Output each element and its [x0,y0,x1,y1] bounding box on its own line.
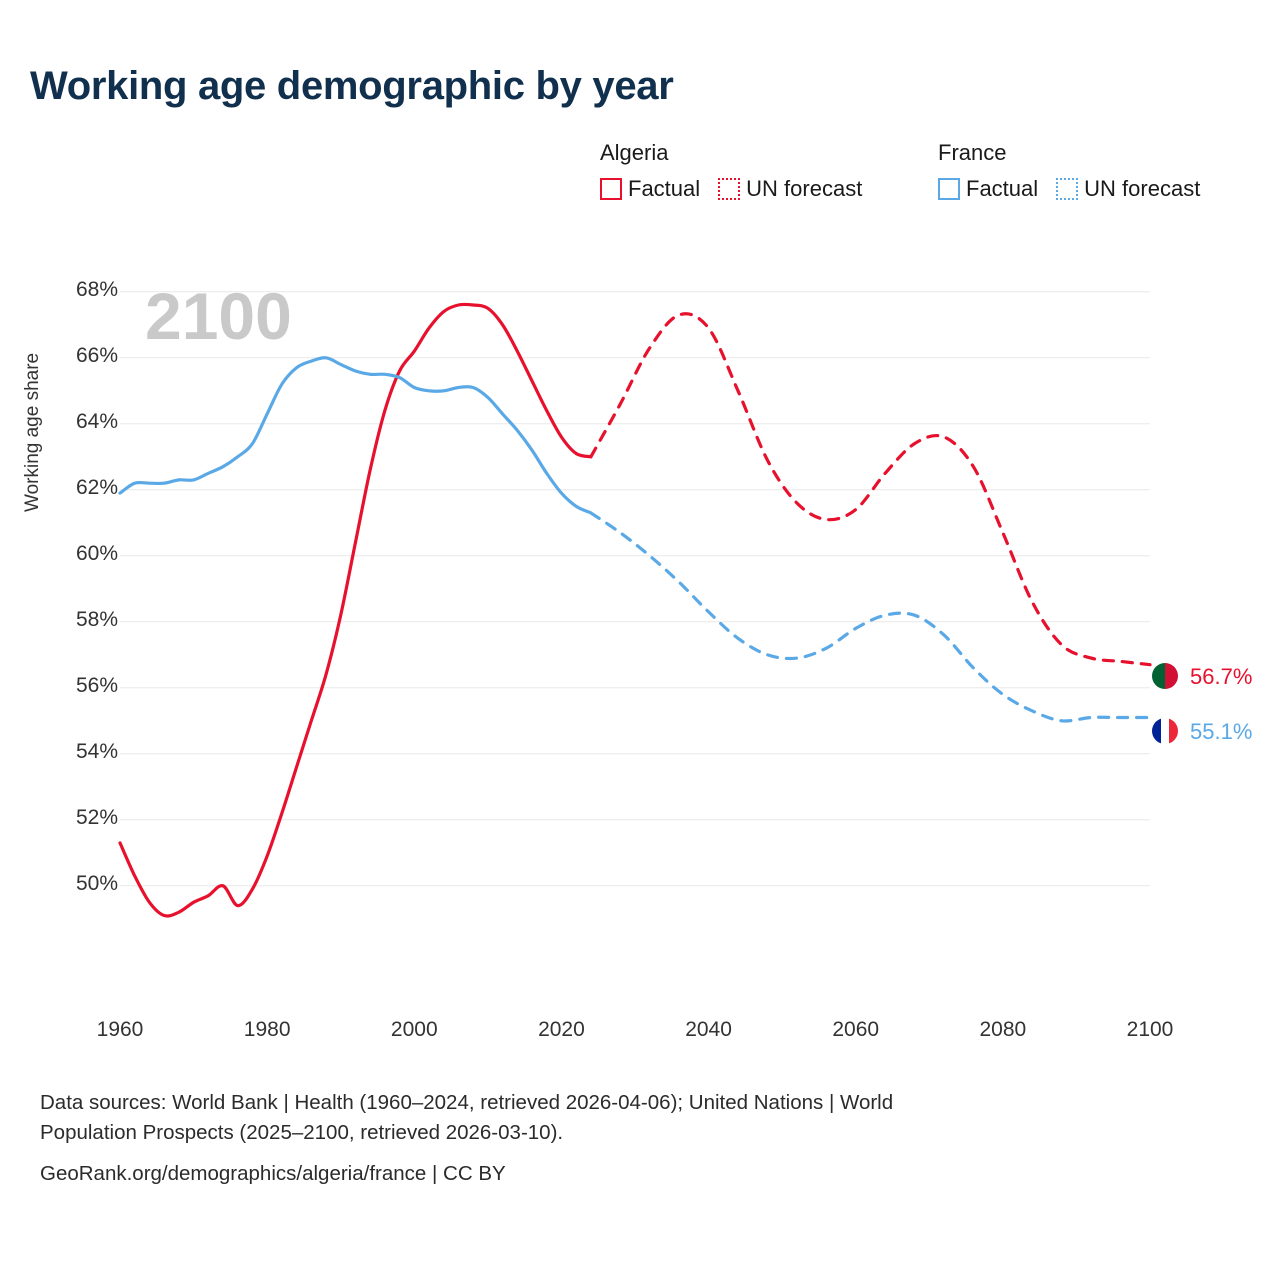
x-tick-label: 2100 [1126,1018,1174,1041]
end-label-france: 55.1% [1190,719,1253,744]
legend-label-algeria-forecast: UN forecast [746,176,863,201]
page-title: Working age demographic by year [30,64,674,108]
flag-algeria-icon [1152,663,1178,689]
x-tick-label: 1980 [243,1018,291,1041]
x-tick-label: 2040 [685,1018,732,1041]
y-tick-label: 60% [75,541,118,565]
y-tick-label: 64% [75,409,118,433]
y-tick-label: 62% [75,475,118,499]
series-line [120,304,591,916]
flag-france-icon [1152,718,1178,744]
x-tick-label: 1960 [96,1018,144,1041]
data-sources-line-1: Data sources: World Bank | Health (1960–2024, retrieved 2026-04-06); United Nations | World [40,1091,894,1114]
y-tick-label: 66% [75,343,118,367]
x-tick-label: 2000 [390,1018,438,1041]
y-tick-label: 58% [75,607,118,631]
y-tick-label: 68% [75,277,118,301]
data-sources-line-2: Population Prospects (2025–2100, retrieved 2026-03-10). [40,1120,564,1144]
y-tick-label: 52% [75,805,118,829]
legend-label-algeria-factual: Factual [628,176,701,201]
x-tick-label: 2080 [979,1018,1027,1041]
x-tick-label: 2020 [538,1018,585,1041]
attribution-line: GeoRank.org/demographics/algeria/france | CC BY [40,1162,506,1186]
legend-country-france: France [938,140,1007,165]
series-line [591,513,1150,721]
legend-country-algeria: Algeria [600,140,669,165]
y-tick-label: 56% [75,673,118,697]
x-tick-label: 2060 [832,1018,880,1041]
legend-label-france-forecast: UN forecast [1084,176,1201,201]
watermark-year: 2100 [145,279,292,353]
end-label-algeria: 56.7% [1190,664,1253,689]
y-tick-label: 50% [75,871,118,895]
series-line [591,314,1150,665]
footer [40,1088,1240,1189]
y-axis-label: Working age share [22,352,43,512]
y-tick-label: 54% [75,739,118,763]
legend-label-france-factual: Factual [966,176,1039,201]
